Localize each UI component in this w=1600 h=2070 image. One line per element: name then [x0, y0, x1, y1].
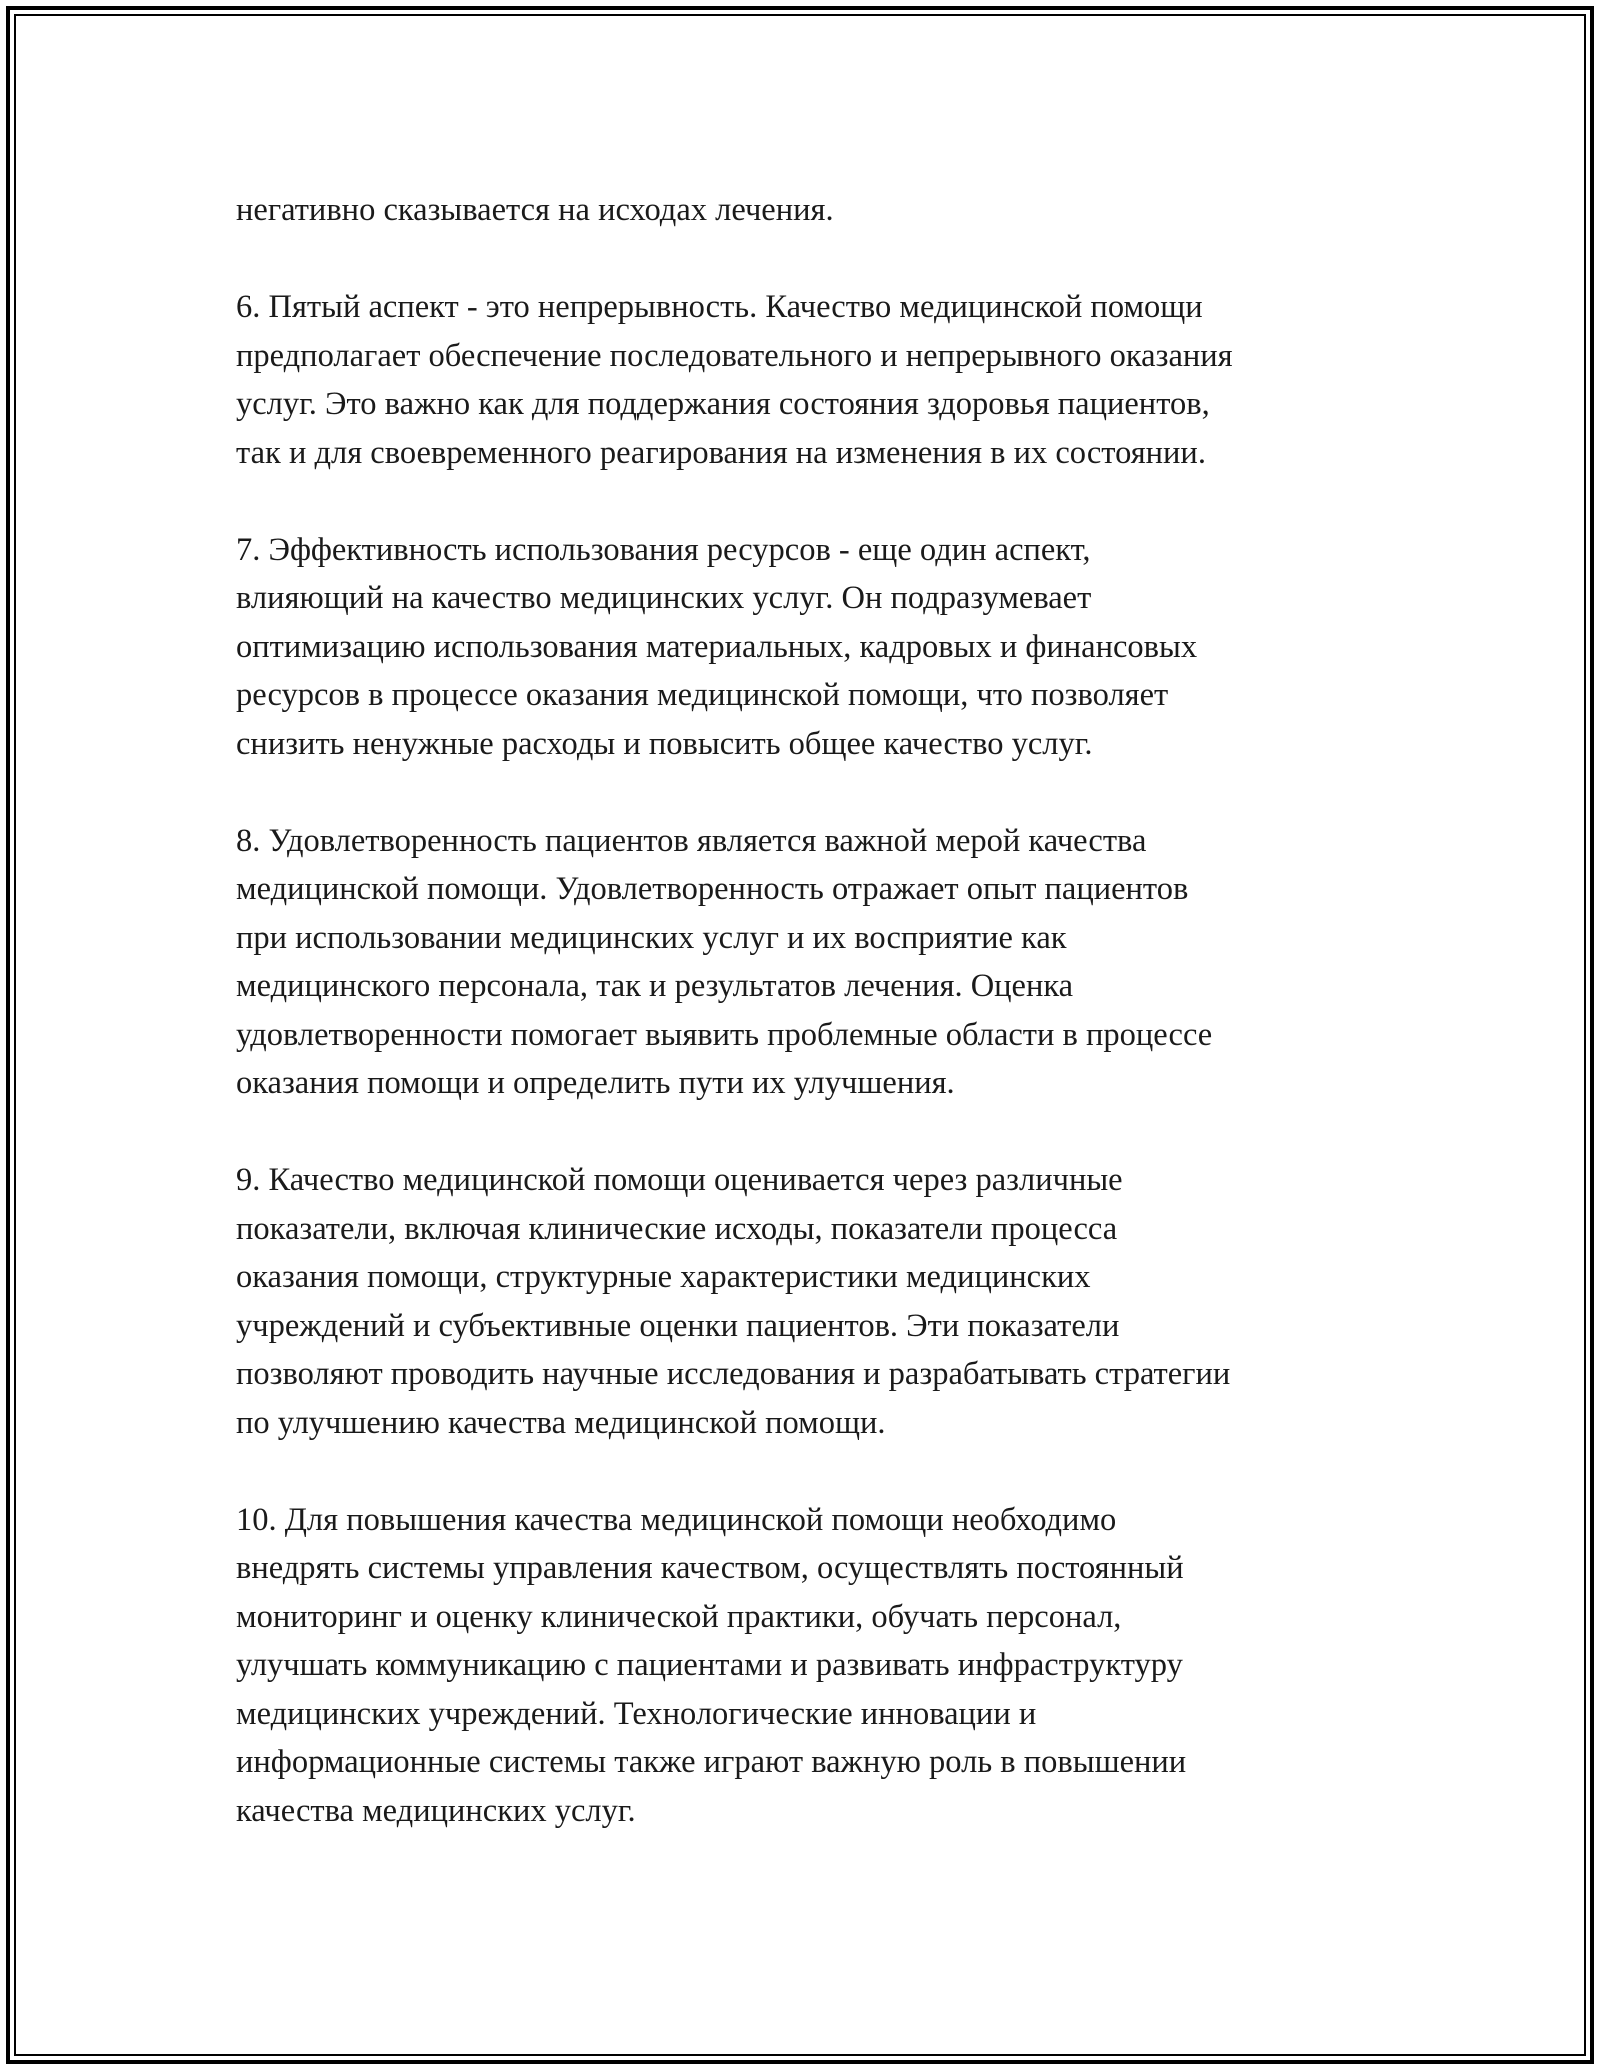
paragraph-spacer	[236, 477, 1396, 526]
paragraph	[236, 817, 1396, 1108]
text-line: так и для своевременного реагирования на изменения в их состоянии.	[236, 434, 1206, 471]
text-line: медицинских учреждений. Технологические инновации и	[236, 1695, 1037, 1732]
paragraph	[236, 526, 1396, 769]
text-line: информационные системы также играют важную роль в повышении	[236, 1744, 1187, 1780]
text-line: качества медицинских услуг.	[236, 1792, 636, 1829]
text-line: ресурсов в процессе оказания медицинской помощи, что позволяет	[236, 677, 1169, 713]
text-line: по улучшению качества медицинской помощи.	[236, 1404, 886, 1441]
text-line: удовлетворенности помогает выявить проблемные области в процессе	[236, 1016, 1213, 1053]
text-line: влияющий на качество медицинских услуг. Он подразумевает	[236, 580, 1092, 616]
text-line: 8. Удовлетворенность пациентов является важной мерой качества	[236, 822, 1147, 859]
paragraph-spacer	[236, 1447, 1396, 1496]
text-line: учреждений и субъективные оценки пациентов. Эти показатели	[236, 1307, 1120, 1344]
text-line: 10. Для повышения качества медицинской помощи необходимо	[236, 1501, 1117, 1538]
text-line: 9. Качество медицинской помощи оценивается через различные	[236, 1162, 1123, 1198]
text-line: негативно сказывается на исходах лечения.	[236, 192, 834, 228]
text-line: медицинского персонала, так и результатов лечения. Оценка	[236, 968, 1074, 1004]
text-line: позволяют проводить научные исследования и разрабатывать стратегии	[236, 1356, 1231, 1392]
text-line: медицинской помощи. Удовлетворенность отражает опыт пациентов	[236, 871, 1189, 907]
text-line: 7. Эффективность использования ресурсов - еще один аспект,	[236, 531, 1091, 568]
text-line: при использовании медицинских услуг и их восприятие как	[236, 919, 1067, 956]
text-line: оказания помощи и определить пути их улучшения.	[236, 1065, 955, 1101]
text-line: оказания помощи, структурные характеристики медицинских	[236, 1259, 1091, 1295]
paragraph-spacer	[236, 768, 1396, 817]
text-line: показатели, включая клинические исходы, показатели процесса	[236, 1210, 1118, 1247]
text-line: внедрять системы управления качеством, осуществлять постоянный	[236, 1550, 1184, 1586]
text-line: предполагает обеспечение последовательного и непрерывного оказания	[236, 337, 1233, 374]
text-line: оптимизацию использования материальных, кадровых и финансовых	[236, 628, 1198, 665]
paragraph	[236, 186, 1396, 235]
paragraph	[236, 1496, 1396, 1836]
text-line: услуг. Это важно как для поддержания состояния здоровья пациентов,	[236, 386, 1210, 422]
paragraph-spacer	[236, 1108, 1396, 1157]
text-line: снизить ненужные расходы и повысить общее качество услуг.	[236, 725, 1093, 762]
paragraph	[236, 283, 1396, 477]
text-line: 6. Пятый аспект - это непрерывность. Качество медицинской помощи	[236, 289, 1203, 325]
text-line: улучшать коммуникацию с пациентами и развивать инфраструктуру	[236, 1647, 1183, 1683]
paragraph-spacer	[236, 235, 1396, 284]
paragraph	[236, 1156, 1396, 1447]
text-line: мониторинг и оценку клинической практики, обучать персонал,	[236, 1598, 1122, 1635]
document-body	[236, 186, 1396, 1835]
